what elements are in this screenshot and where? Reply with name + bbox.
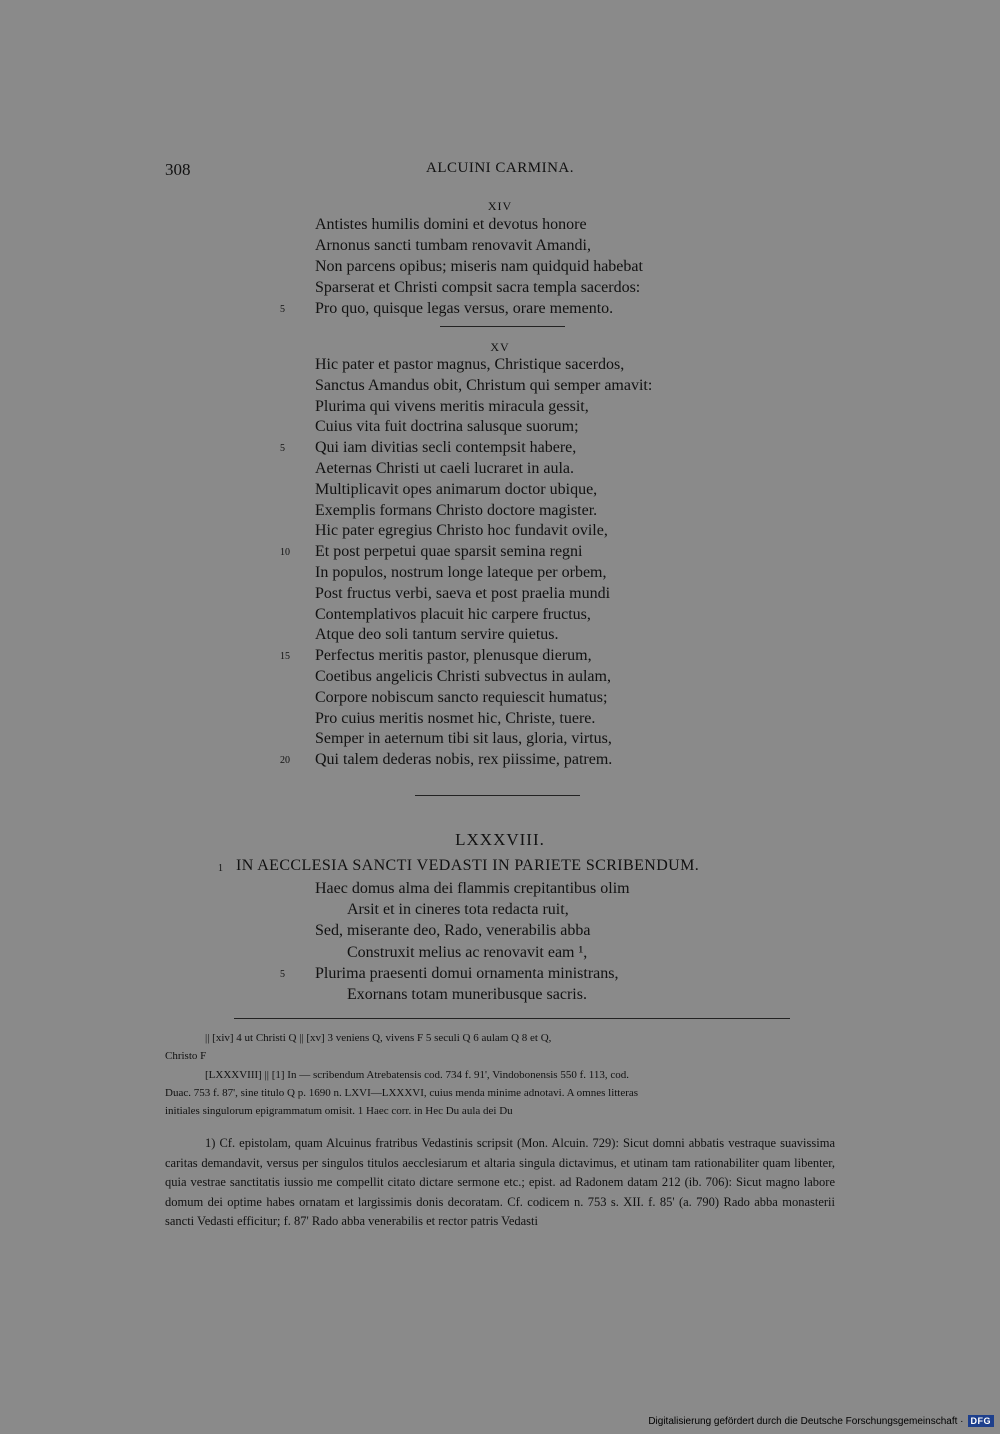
banner-text: Digitalisierung gefördert durch die Deutsche Forschungsgemeinschaft ·: [648, 1415, 964, 1427]
verse-text: Perfectus meritis pastor, plenusque dierum,: [315, 647, 592, 665]
critical-apparatus: [165, 1030, 835, 1120]
verse-text: Plurima praesenti domui ornamenta ministrans,: [315, 964, 619, 982]
verse-text: Coetibus angelicis Christi subvectus in aulam,: [315, 668, 611, 685]
line-number: 5: [280, 443, 285, 455]
verse-text: Pro cuius meritis nosmet hic, Christe, tuere.: [315, 709, 596, 727]
verse-text: Aeternas Christi ut caeli lucraret in aula.: [315, 460, 575, 477]
verse-text: Multiplicavit opes animarum doctor ubique,: [315, 480, 598, 498]
verse-text: Arnonus sancti tumbam renovavit Amandi,: [315, 237, 591, 254]
verse-text: Sed, miserante deo, Rado, venerabilis abba: [315, 922, 591, 940]
section-marker: 1: [218, 863, 223, 874]
verse-text: Hic pater egregius Christo hoc fundavit ovile,: [315, 522, 608, 540]
verse-text: Pro quo, quisque legas versus, orare memento.: [315, 300, 614, 317]
page-number: 308: [165, 160, 191, 179]
apparatus-line: Duac. 753 f. 87', sine titulo Q p. 1690 n. LXVI—LXXXVI, cuius menda minime adnotavi. A omnes litteras: [165, 1087, 639, 1099]
verse-text: Qui talem dederas nobis, rex piissime, patrem.: [315, 751, 613, 769]
verse-text: Et post perpetui quae sparsit semina regni: [315, 543, 583, 561]
verse-text: Hic pater et pastor magnus, Christique sacerdos,: [315, 356, 625, 373]
verse-text: Contemplativos placuit hic carpere fructus,: [315, 605, 591, 623]
verse-text: Qui iam divitias secli contempsit habere,: [315, 439, 577, 457]
apparatus-rule: [234, 1018, 790, 1019]
apparatus-line: initiales singulorum epigrammatum omisit. 1 Haec corr. in Hec Du aula dei Du: [165, 1105, 513, 1117]
section-divider: [415, 795, 580, 796]
section-title-row: [0, 857, 1000, 881]
verse-text: Sanctus Amandus obit, Christum qui semper amavit:: [315, 376, 653, 394]
verse-text: Corpore nobiscum sancto requiescit humatus;: [315, 688, 608, 706]
verse-text: Post fructus verbi, saeva et post praelia mundi: [315, 584, 611, 602]
apparatus-line: || [xiv] 4 ut Christi Q || [xv] 3 veniens Q, vivens F 5 seculi Q 6 aulam Q 8 et Q,: [205, 1032, 552, 1044]
verse-text: Exornans totam muneribusque sacris.: [347, 986, 587, 1003]
line-number: 5: [280, 968, 285, 980]
poem-divider: [440, 326, 565, 327]
apparatus-line: Christo F: [165, 1050, 207, 1062]
footnote: 1) Cf. epistolam, quam Alcuinus fratribus Vedastinis scripsit (Mon. Alcuin. 729): Sicut domni abbatis vestraque suavissima caritas demandavit, versus per singulos titulos aecclesiarum et altaria singula dictavimus, et utinam tam rationabiliter quam libenter, quia vestrae sanctitatis iussio me compellit citato dictare sermone etc.; epist. ad Radonem datam 212 (ib. 706): Sicut magno labore domum dei optime habes ornatam et largissimis donis decoratam. Cf. codicem n. 753 s. XII. f. 85' (a. 790) Rado abba monasterii sancti Vedasti efficitur; f. 87' Rado abba venerabilis et rector patris Vedasti: [165, 1136, 835, 1228]
line-number: 10: [280, 547, 290, 559]
verse-text: Sparserat et Christi compsit sacra templa sacerdos:: [315, 279, 641, 296]
poem-xv-heading: XV: [490, 340, 510, 354]
apparatus-line: [LXXXVIII] || [1] In — scribendum Atrebatensis cod. 734 f. 91', Vindobonensis 550 f. 113, cod.: [205, 1069, 629, 1081]
verse-text: Non parcens opibus; miseris nam quidquid habebat: [315, 258, 643, 275]
dfg-banner: [648, 1412, 994, 1430]
verse-text: In populos, nostrum longe lateque per orbem,: [315, 564, 607, 581]
page-header: [165, 160, 835, 184]
running-title: ALCUINI CARMINA.: [426, 160, 574, 176]
verse-text: Plurima qui vivens meritis miracula gessit,: [315, 397, 589, 415]
verse-text: Arsit et in cineres tota redacta ruit,: [347, 901, 569, 919]
poem-xiv-heading: XIV: [487, 199, 513, 213]
verse-text: Cuius vita fuit doctrina salusque suorum;: [315, 418, 579, 436]
verse-text: Haec domus alma dei flammis crepitantibus olim: [315, 880, 630, 897]
line-number: 15: [280, 651, 290, 663]
verse-text: Atque deo soli tantum servire quietus.: [315, 626, 559, 644]
verse-text: Antistes humilis domini et devotus honore: [315, 216, 587, 233]
verse-text: Exemplis formans Christo doctore magister.: [315, 501, 598, 519]
section-number: LXXXVIII.: [455, 830, 545, 849]
verse-text: Semper in aeternum tibi sit laus, gloria, virtus,: [315, 730, 612, 748]
verse-text: Construxit melius ac renovavit eam ¹,: [347, 943, 588, 961]
dfg-logo-icon: DFG: [968, 1415, 995, 1427]
line-number: 20: [280, 755, 290, 767]
section-title: IN AECCLESIA SANCTI VEDASTI IN PARIETE SCRIBENDUM.: [236, 857, 700, 874]
line-number: 5: [280, 304, 285, 315]
